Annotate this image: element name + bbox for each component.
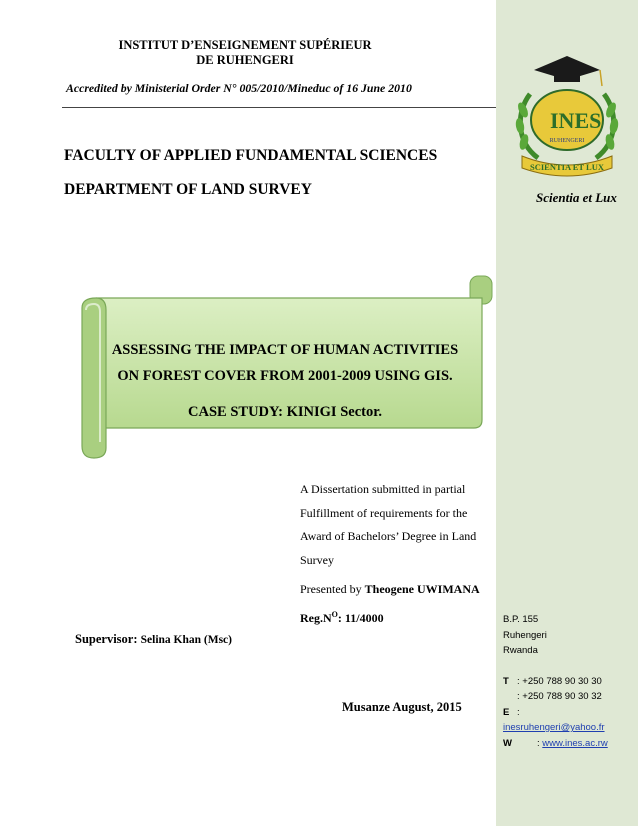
email-link[interactable]: inesruhengeri@yahoo.fr (503, 722, 605, 733)
tel-label: T (503, 675, 509, 687)
contact-bp: B.P. 155 (503, 614, 539, 625)
supervisor-name: Selina Khan (Msc) (140, 634, 232, 646)
ines-logo (508, 50, 626, 180)
place-date: Musanze August, 2015 (342, 700, 462, 714)
registration-number (300, 610, 384, 626)
reg-sup: O (331, 610, 338, 619)
email-label: E (503, 706, 510, 718)
supervisor (75, 632, 232, 647)
presented-by (300, 582, 480, 597)
thesis-title-line2: ON FOREST COVER FROM 2001-2009 USING GIS. (117, 368, 453, 384)
contact-tel2: : +250 788 90 30 32 (517, 691, 602, 702)
presented-prefix: Presented by (300, 582, 365, 596)
dissertation-line4: Survey (300, 552, 334, 567)
contact-info (503, 612, 633, 751)
email-sep: : (517, 706, 520, 718)
contact-tel1 (503, 674, 633, 690)
institute-line2: DE RUHENGERI (196, 53, 294, 67)
tel1-value: : +250 788 90 30 30 (517, 675, 602, 687)
dissertation-line3: Award of Bachelors’ Degree in Land (300, 529, 477, 543)
logo-banner-text: SCIENTIA ET LUX (529, 162, 605, 172)
title-scroll (70, 270, 500, 470)
logo-subtext: RUHENGERI (549, 138, 585, 144)
reg-value: : 11/4000 (337, 611, 384, 625)
motto: Scientia et Lux (536, 190, 617, 205)
faculty-title: FACULTY OF APPLIED FUNDAMENTAL SCIENCES (64, 147, 438, 164)
web-link[interactable]: www.ines.ac.rw (542, 737, 608, 749)
header-divider (62, 107, 496, 108)
institute-line1: INSTITUT D’ENSEIGNEMENT SUPÉRIEUR (118, 38, 372, 52)
thesis-title-line1: ASSESSING THE IMPACT OF HUMAN ACTIVITIES (111, 342, 459, 358)
institute-name (60, 38, 430, 68)
dissertation-line2: Fulfillment of requirements for the (300, 505, 468, 520)
supervisor-label: Supervisor: (75, 632, 138, 646)
accreditation-text: Accredited by Ministerial Order N° 005/2010/Mineduc of 16 June 2010 (66, 81, 412, 95)
contact-email-row (503, 705, 633, 721)
logo-name: INES (550, 108, 602, 133)
web-sep: : (537, 737, 540, 749)
dissertation-statement (300, 478, 490, 572)
author-name: Theogene UWIMANA (364, 582, 480, 596)
reg-label: Reg.N (300, 611, 332, 625)
dissertation-line1: A Dissertation submitted in partial (300, 482, 466, 496)
department-title: DEPARTMENT OF LAND SURVEY (64, 181, 312, 198)
web-label: W (503, 737, 512, 749)
contact-city: Ruhengeri (503, 629, 547, 641)
contact-country: Rwanda (503, 645, 538, 656)
contact-web-row (503, 736, 633, 752)
case-study: CASE STUDY: KINIGI Sector. (188, 404, 382, 420)
